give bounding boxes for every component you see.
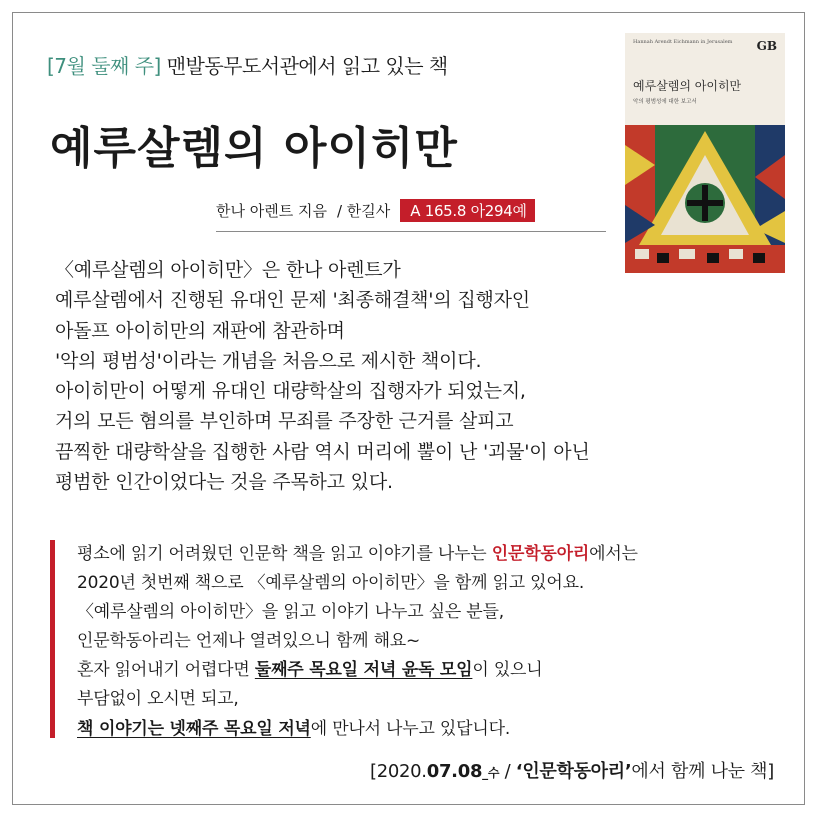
note-line: 2020년 첫번째 책으로 〈예루살렘의 아이히만〉을 함께 읽고 있어요. <box>77 573 585 594</box>
week-tag: [7월 둘째 주] <box>47 54 161 78</box>
note-text: 평소에 읽기 어려웠던 인문학 책을 읽고 이야기를 나누는 <box>77 544 492 564</box>
cover-author: Hannah Arendt Eichmann in Jerusalem <box>633 39 733 45</box>
description-line: 거의 모든 혐의를 부인하며 무죄를 주장한 근거를 살피고 <box>55 410 514 433</box>
note-line <box>77 656 638 685</box>
note-line: 부담없이 오시면 되고, <box>77 689 239 710</box>
footer-day: _수 <box>482 766 500 780</box>
note-line: 〈예루살렘의 아이히만〉을 읽고 이야기 나누고 싶은 분들, <box>77 602 504 623</box>
note-text: 혼자 읽어내기 어렵다면 <box>77 660 255 681</box>
note-line <box>77 715 638 744</box>
book-meta <box>216 199 535 222</box>
author-label: 한나 아렌트 지음 <box>216 202 327 220</box>
cover-title: 예루살렘의 아이히만 <box>633 79 742 93</box>
description-line: 아이히만이 어떻게 유대인 대량학살의 집행자가 되었는지, <box>55 380 526 403</box>
description-line: 아돌프 아이히만의 재판에 참관하며 <box>55 319 345 342</box>
club-note <box>77 540 638 744</box>
footer-sep: / <box>499 761 516 782</box>
note-text: 에 만나서 나누고 있답니다. <box>310 718 511 739</box>
footer-club: ‘인문학동아리’ <box>515 761 632 782</box>
footer-caption <box>370 757 774 783</box>
call-number-badge: A 165.8 아294예 <box>400 199 534 222</box>
description-line: 예루살렘에서 진행된 유대인 문제 '최종해결책'의 집행자인 <box>55 289 530 312</box>
note-text: 이 있으니 <box>472 660 543 681</box>
note-text: 에서는 <box>589 544 638 564</box>
divider <box>216 231 606 232</box>
description-line: 〈예루살렘의 아이히만〉은 한나 아렌트가 <box>55 259 401 281</box>
book-title: 예루살렘의 아이히만 <box>50 123 458 174</box>
talk-meeting-highlight: 책 이야기는 넷째주 목요일 저녁 <box>77 718 311 739</box>
note-line <box>77 540 638 569</box>
header-text: 맨발동무도서관에서 읽고 있는 책 <box>166 54 448 78</box>
cover-painting <box>625 125 785 273</box>
description-line: '악의 평범성'이라는 개념을 처음으로 제시한 책이다. <box>55 349 482 372</box>
footer-tail: 에서 함께 나눈 책] <box>631 761 774 782</box>
reading-meeting-highlight: 둘째주 목요일 저녁 윤독 모임 <box>254 660 473 681</box>
note-line: 인문학동아리는 언제나 열려있으니 함께 해요~ <box>77 631 421 652</box>
description-line: 평범한 인간이었다는 것을 주목하고 있다. <box>55 471 393 494</box>
header <box>47 50 448 79</box>
description-line: 끔찍한 대량학살을 집행한 사람 역시 머리에 뿔이 난 '괴물'이 아닌 <box>55 440 590 463</box>
publisher-label: / 한길사 <box>336 202 391 220</box>
cover-series-logo: GB <box>756 39 777 53</box>
cover-subtitle: 악의 평범성에 대한 보고서 <box>633 99 697 105</box>
book-description <box>55 255 590 497</box>
book-cover <box>625 33 785 273</box>
note-accent-bar <box>50 540 55 738</box>
footer-date: 07.08 <box>426 761 483 782</box>
club-name-highlight: 인문학동아리 <box>491 544 590 564</box>
footer-open: [2020. <box>369 761 427 782</box>
